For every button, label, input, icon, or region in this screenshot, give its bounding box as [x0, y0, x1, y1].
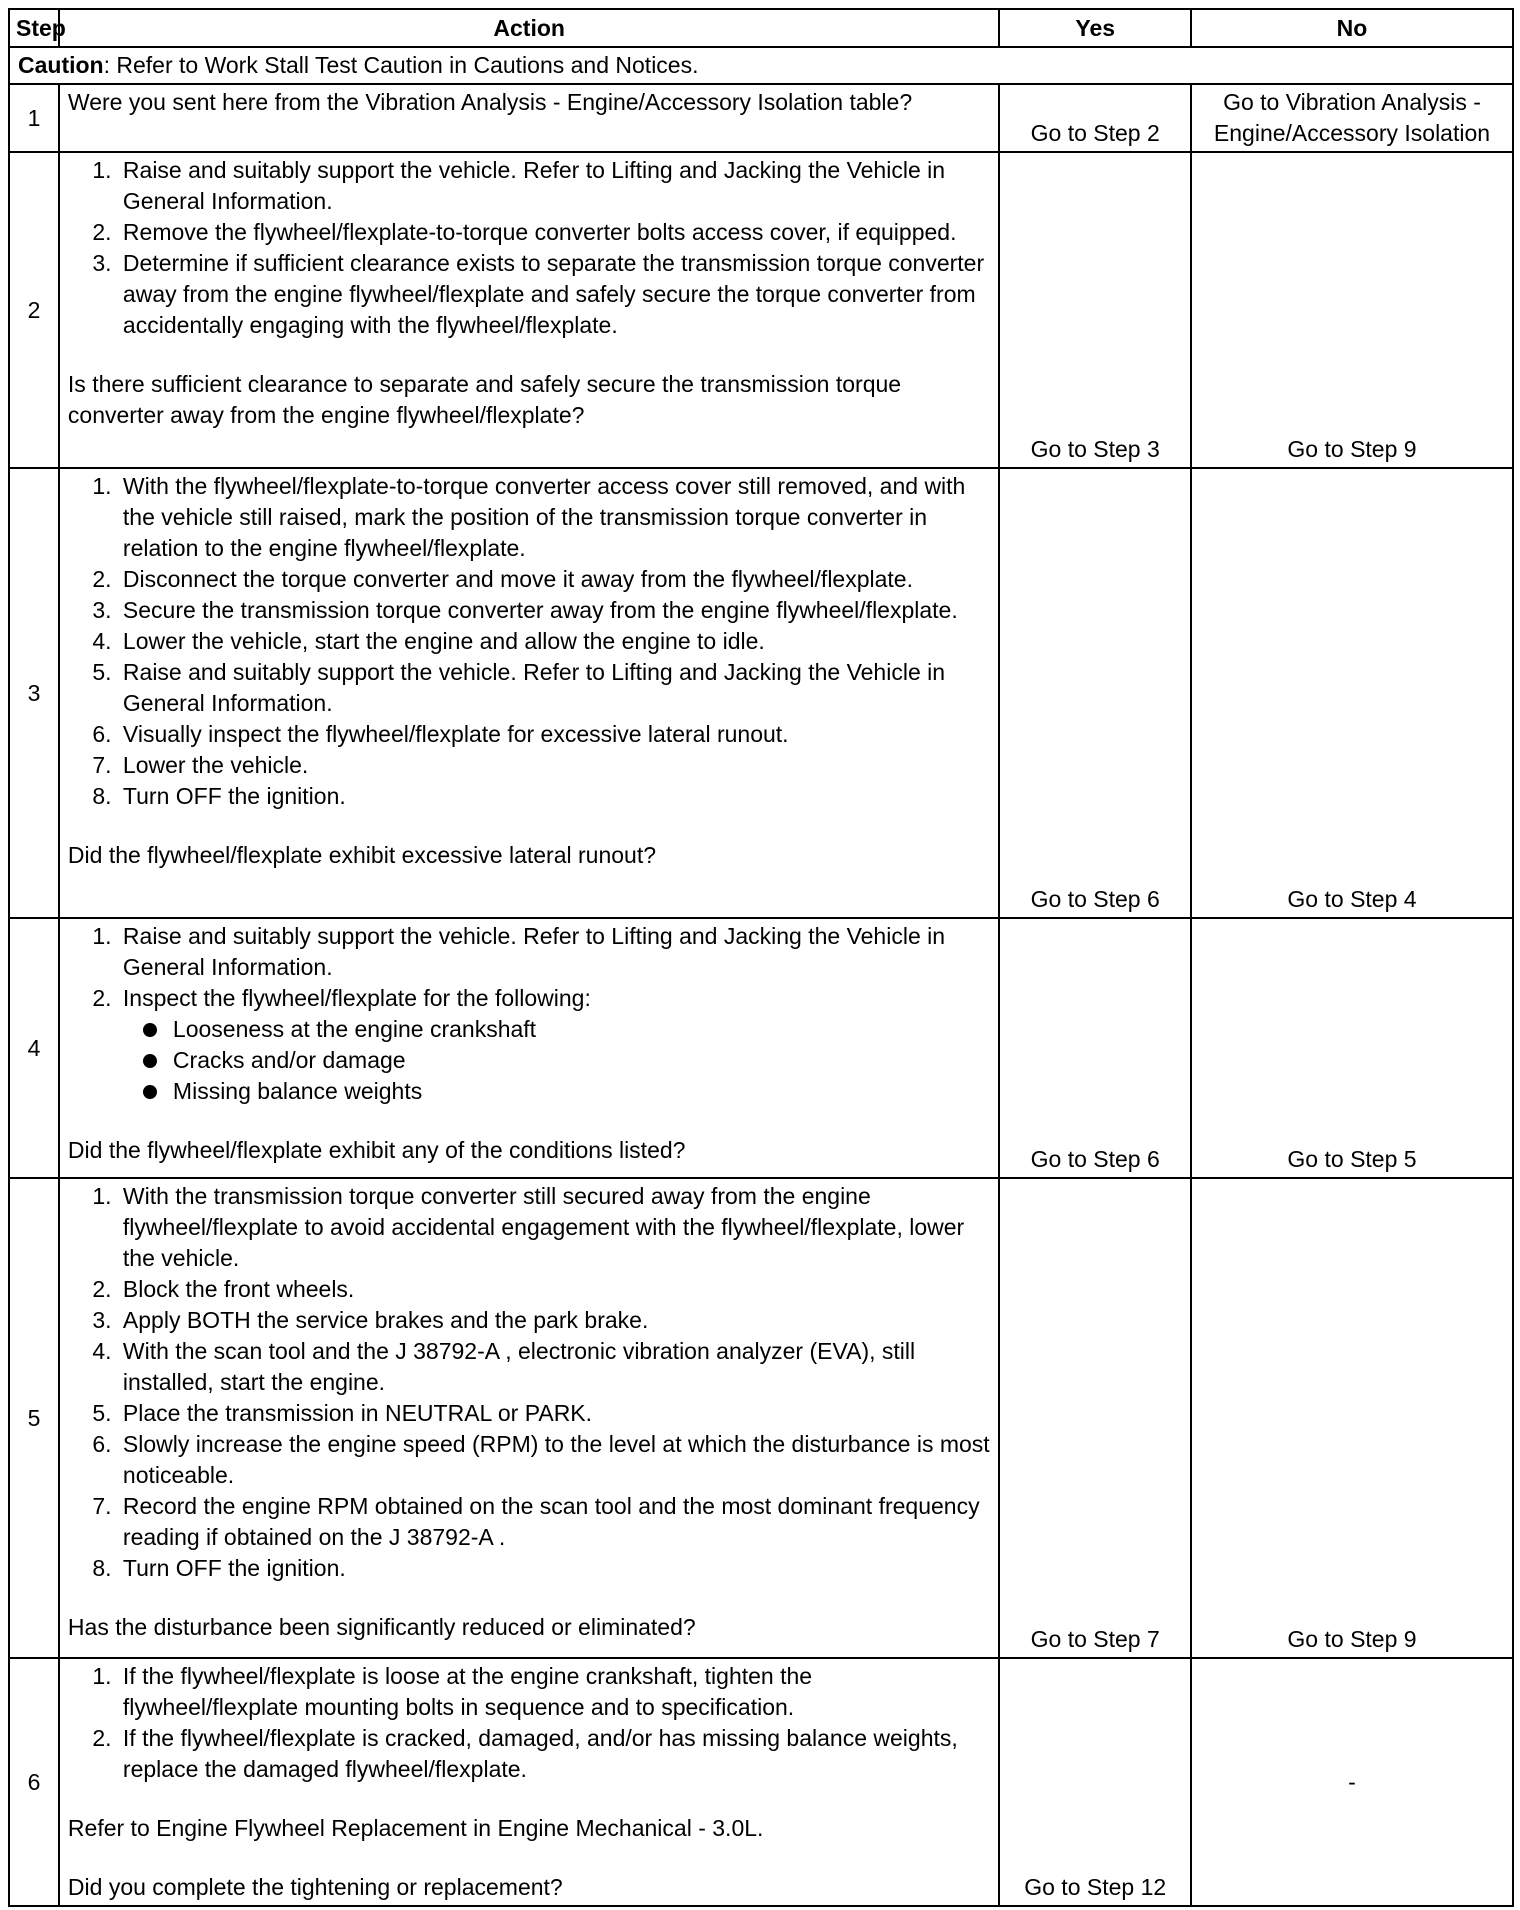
condition-item: Cracks and/or damage	[173, 1045, 991, 1076]
action-question: Is there sufficient clearance to separate and safely secure the transmission torque converter away from the engine flywheel/flexplate?	[67, 371, 902, 428]
condition-list	[123, 1014, 991, 1107]
action-question: Were you sent here from the Vibration Analysis - Engine/Accessory Isolation table?	[67, 89, 913, 115]
action-cell	[59, 918, 1000, 1178]
action-step: 4. Lower the vehicle, start the engine and allow the engine to idle.	[118, 626, 991, 657]
action-note: Refer to Engine Flywheel Replacement in Engine Mechanical - 3.0L.	[67, 1815, 764, 1841]
step-number: 3	[9, 468, 59, 918]
table-row	[9, 152, 1513, 468]
action-question: Did you complete the tightening or replacement?	[67, 1874, 563, 1900]
step-number: 5	[9, 1178, 59, 1658]
action-step: 6. Slowly increase the engine speed (RPM) to the level at which the disturbance is most noticeable.	[118, 1429, 991, 1491]
action-step: 8. Turn OFF the ignition.	[118, 781, 991, 812]
action-step: 8. Turn OFF the ignition.	[118, 1553, 991, 1584]
caution-row	[9, 47, 1513, 84]
yes-cell: Go to Step 6	[999, 918, 1191, 1178]
no-cell: -	[1191, 1658, 1513, 1906]
header-yes: Yes	[999, 9, 1191, 47]
action-step	[118, 983, 991, 1107]
action-step: 7. Lower the vehicle.	[118, 750, 991, 781]
action-cell	[59, 152, 1000, 468]
action-step: 3. Apply BOTH the service brakes and the park brake.	[118, 1305, 991, 1336]
step-number: 6	[9, 1658, 59, 1906]
action-step: 5. Place the transmission in NEUTRAL or PARK.	[118, 1398, 991, 1429]
action-cell	[59, 1658, 1000, 1906]
action-steps-list	[68, 1661, 991, 1785]
action-steps-list	[68, 921, 991, 1107]
action-step: 2. Remove the flywheel/flexplate-to-torque converter bolts access cover, if equipped.	[118, 217, 991, 248]
step-number: 4	[9, 918, 59, 1178]
table-row	[9, 1658, 1513, 1906]
action-cell	[59, 468, 1000, 918]
action-question: Has the disturbance been significantly reduced or eliminated?	[67, 1614, 696, 1640]
no-cell: Go to Step 5	[1191, 918, 1513, 1178]
action-steps-list	[68, 1181, 991, 1584]
action-step: 1. With the flywheel/flexplate-to-torque converter access cover still removed, and with the vehicle still raised, mark the position of the transmission torque converter in relation to the engine flywheel/flexplate.	[118, 471, 991, 564]
table-row	[9, 468, 1513, 918]
action-cell	[59, 84, 1000, 152]
header-no: No	[1191, 9, 1513, 47]
action-question: Did the flywheel/flexplate exhibit excessive lateral runout?	[67, 842, 657, 868]
action-step: 3. Secure the transmission torque converter away from the engine flywheel/flexplate.	[118, 595, 991, 626]
action-step: 1. With the transmission torque converter still secured away from the engine flywheel/flexplate to avoid accidental engagement with the flywheel/flexplate, lower the vehicle.	[118, 1181, 991, 1274]
action-step: 1. Raise and suitably support the vehicle. Refer to Lifting and Jacking the Vehicle in General Information.	[118, 155, 991, 217]
action-step: 7. Record the engine RPM obtained on the scan tool and the most dominant frequency reading if obtained on the J 38792-A .	[118, 1491, 991, 1553]
table-row	[9, 1178, 1513, 1658]
yes-cell: Go to Step 7	[999, 1178, 1191, 1658]
caution-label: Caution	[18, 52, 104, 78]
yes-cell: Go to Step 2	[999, 84, 1191, 152]
caution-cell	[9, 47, 1513, 84]
action-step: 2. Disconnect the torque converter and move it away from the flywheel/flexplate.	[118, 564, 991, 595]
action-question: Did the flywheel/flexplate exhibit any of the conditions listed?	[67, 1137, 686, 1163]
action-step: 4. With the scan tool and the J 38792-A , electronic vibration analyzer (EVA), still installed, start the engine.	[118, 1336, 991, 1398]
action-steps-list	[68, 471, 991, 812]
table-row	[9, 84, 1513, 152]
action-step-text: Inspect the flywheel/flexplate for the following:	[122, 985, 591, 1011]
no-cell: Go to Step 9	[1191, 152, 1513, 468]
no-cell: Go to Step 9	[1191, 1178, 1513, 1658]
action-step: 1. If the flywheel/flexplate is loose at the engine crankshaft, tighten the flywheel/flexplate mounting bolts in sequence and to specification.	[118, 1661, 991, 1723]
no-cell: Go to Step 4	[1191, 468, 1513, 918]
table-row	[9, 918, 1513, 1178]
header-step: Step	[9, 9, 59, 47]
header-action: Action	[59, 9, 1000, 47]
header-row	[9, 9, 1513, 47]
action-step: 1. Raise and suitably support the vehicle. Refer to Lifting and Jacking the Vehicle in General Information.	[118, 921, 991, 983]
action-cell	[59, 1178, 1000, 1658]
yes-cell: Go to Step 6	[999, 468, 1191, 918]
action-step: 5. Raise and suitably support the vehicle. Refer to Lifting and Jacking the Vehicle in General Information.	[118, 657, 991, 719]
no-text-line: Engine/Accessory Isolation	[1213, 120, 1491, 146]
condition-item: Looseness at the engine crankshaft	[173, 1014, 991, 1045]
action-step: 2. If the flywheel/flexplate is cracked, damaged, and/or has missing balance weights, replace the damaged flywheel/flexplate.	[118, 1723, 991, 1785]
no-text-line: Go to Vibration Analysis -	[1223, 89, 1481, 115]
no-cell	[1191, 84, 1513, 152]
yes-cell: Go to Step 12	[999, 1658, 1191, 1906]
step-number: 1	[9, 84, 59, 152]
action-steps-list	[68, 155, 991, 341]
action-step: 3. Determine if sufficient clearance exists to separate the transmission torque converter away from the engine flywheel/flexplate and safely secure the torque converter from accidentally engaging with the flywheel/flexplate.	[118, 248, 991, 341]
condition-item: Missing balance weights	[173, 1076, 991, 1107]
action-step: 6. Visually inspect the flywheel/flexplate for excessive lateral runout.	[118, 719, 991, 750]
diagnostic-table	[8, 8, 1514, 1907]
caution-text: : Refer to Work Stall Test Caution in Cautions and Notices.	[103, 52, 699, 78]
action-step: 2. Block the front wheels.	[118, 1274, 991, 1305]
yes-cell: Go to Step 3	[999, 152, 1191, 468]
step-number: 2	[9, 152, 59, 468]
